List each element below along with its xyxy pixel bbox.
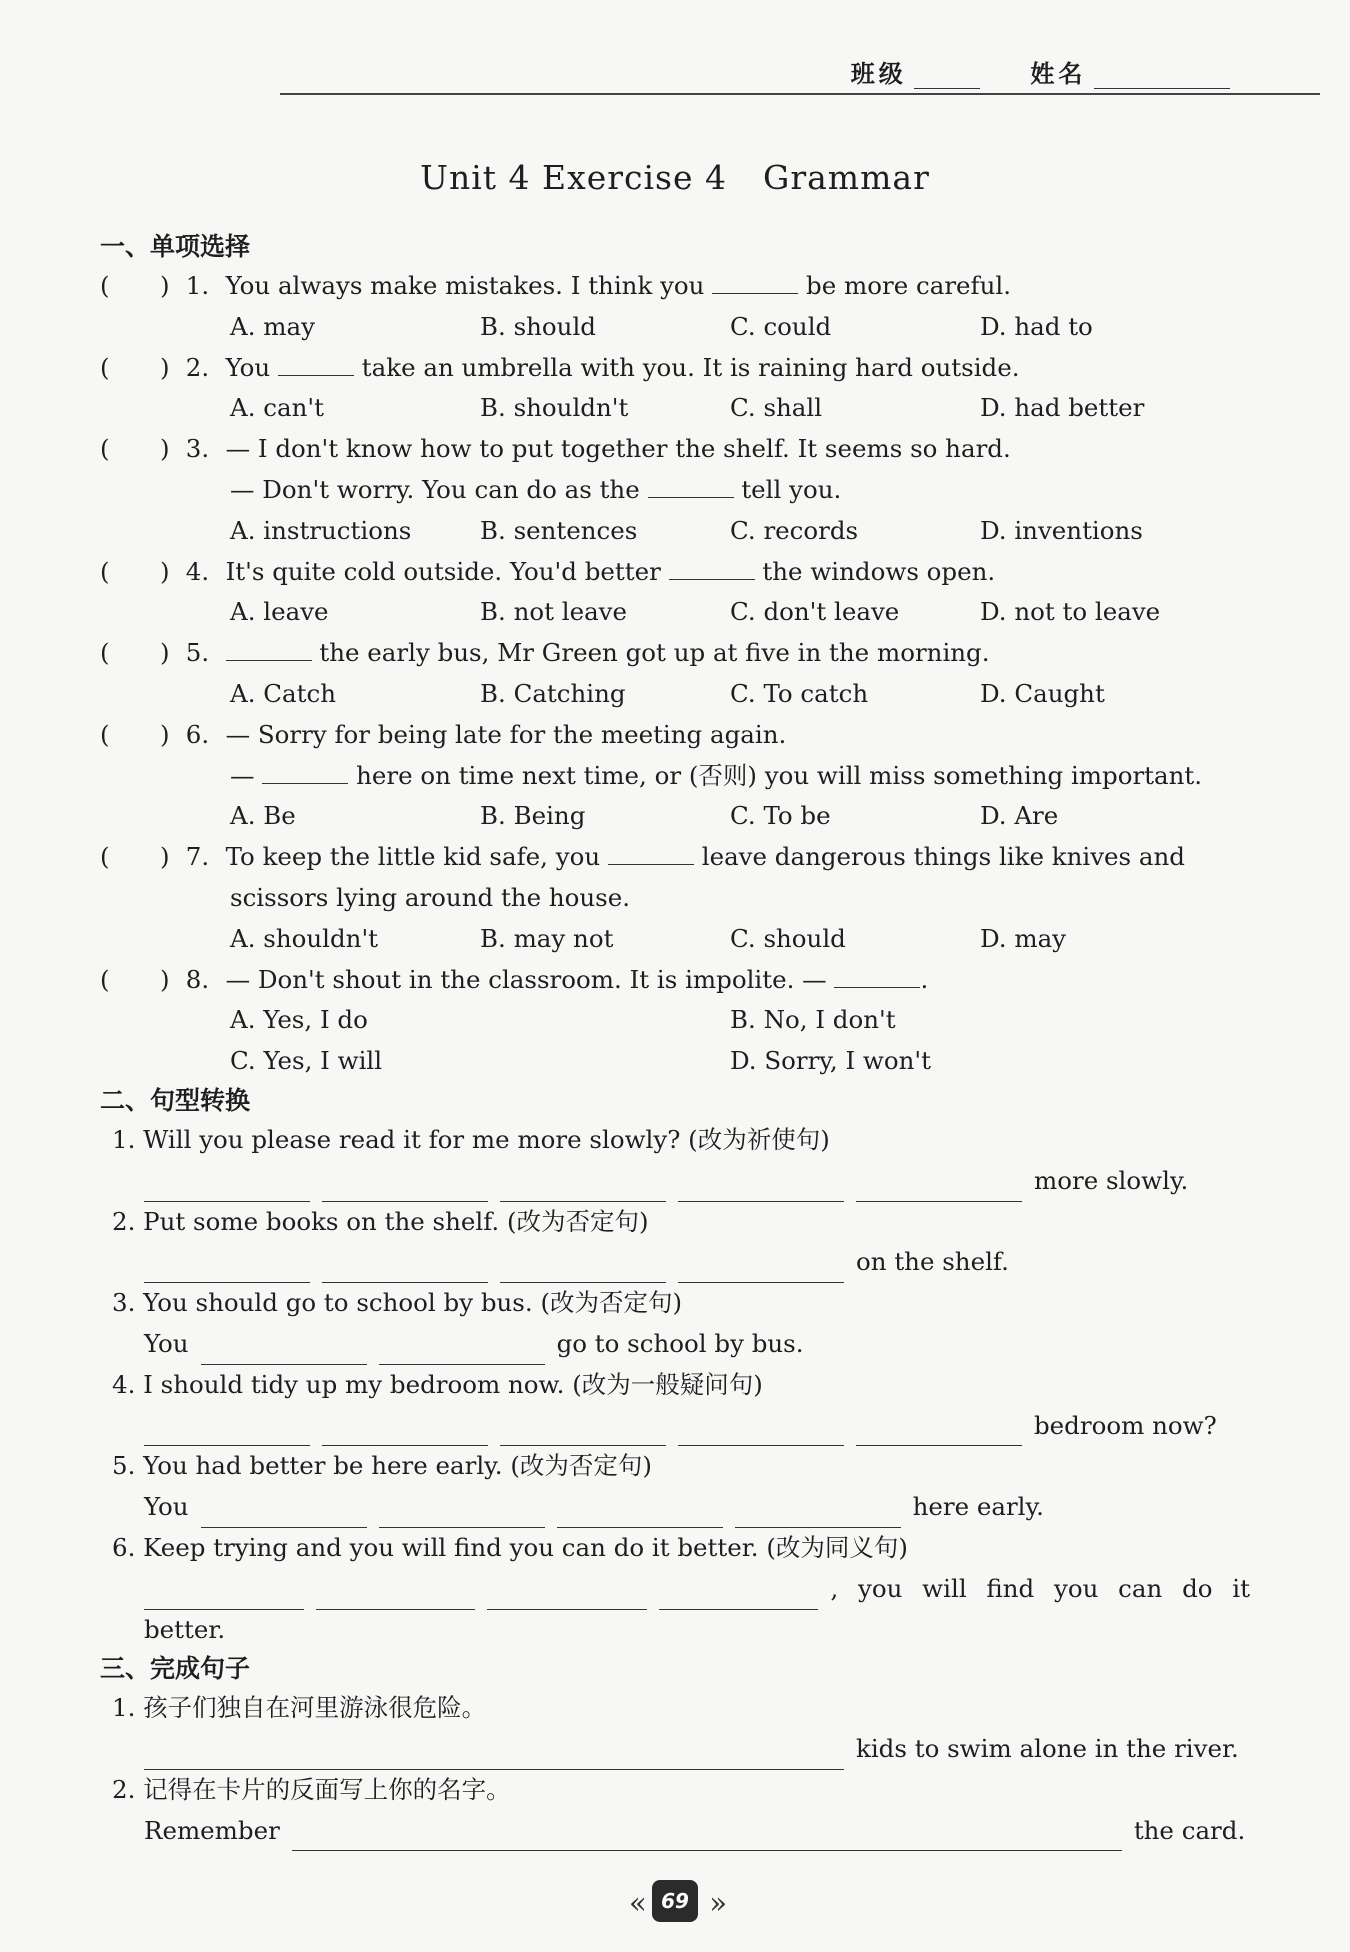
answer-blank[interactable] [834,965,920,988]
question-6: ( ) 6. — Sorry for being late for the meeting again. [100,715,1250,756]
option-d[interactable]: D. may [980,923,1067,953]
answer-blank[interactable] [659,1587,819,1610]
section-heading: 三、完成句子 [100,1654,251,1684]
answer-blank[interactable] [678,1260,844,1283]
option-b[interactable]: B. not leave [480,597,628,627]
option-d[interactable]: D. Sorry, I won't [730,1046,932,1076]
answer-blank[interactable] [379,1505,545,1528]
answer-paren[interactable]: ( ) [100,964,170,994]
transform-question-1: 1. Will you please read it for me more slowly? (改为祈使句) [112,1124,830,1154]
answer-blank[interactable] [500,1260,666,1283]
option-c[interactable]: C. could [730,311,832,341]
title-unit: Unit 4 Exercise 4 [420,158,727,197]
transform-question-4: 4. I should tidy up my bedroom now. (改为一般疑问句) [112,1369,763,1399]
answer-paren[interactable]: ( ) [100,638,170,668]
name-blank[interactable] [1094,60,1230,89]
options [100,1041,1250,1082]
name-label: 姓名 [1030,60,1087,88]
answer-blank[interactable] [201,1342,367,1365]
option-a[interactable]: A. Catch [230,678,336,708]
options [100,388,1250,429]
answer-blank[interactable] [226,638,312,661]
answer-blank[interactable] [669,557,755,580]
answer-line: , you will find you can do it [100,1569,1250,1610]
exercise-content [100,228,1250,1851]
answer-blank[interactable] [735,1505,901,1528]
option-b[interactable]: B. shouldn't [480,393,629,423]
answer-paren[interactable]: ( ) [100,719,170,749]
option-a[interactable]: A. may [230,311,315,341]
question-2: ( ) 2. You take an umbrella with you. It is raining hard outside. [100,348,1250,389]
question-6-line-2: — here on time next time, or (否则) you will miss something important. [230,760,1203,790]
answer-blank[interactable] [278,353,354,376]
answer-blank[interactable] [712,271,798,294]
option-d[interactable]: D. inventions [980,515,1143,545]
transform-question-5: 5. You had better be here early. (改为否定句) [112,1451,652,1481]
answer-blank[interactable] [144,1423,310,1446]
header [851,54,1230,89]
answer-blank[interactable] [487,1587,647,1610]
options [100,796,1250,837]
option-a[interactable]: A. instructions [230,515,412,545]
option-b[interactable]: B. No, I don't [730,1005,896,1035]
page-footer [0,1880,1350,1922]
option-d[interactable]: D. Are [980,801,1059,831]
answer-blank[interactable] [292,1828,1122,1851]
class-field [851,54,981,89]
answer-blank[interactable] [856,1179,1022,1202]
answer-blank[interactable] [144,1747,844,1770]
answer-paren[interactable]: ( ) [100,556,170,586]
answer-blank[interactable] [144,1179,310,1202]
option-b[interactable]: B. may not [480,923,614,953]
option-c[interactable]: C. Yes, I will [230,1046,383,1076]
answer-line: Remember the card. [100,1811,1250,1852]
answer-blank[interactable] [678,1423,844,1446]
transform-question-2: 2. Put some books on the shelf. (改为否定句) [112,1206,649,1236]
answer-blank[interactable] [201,1505,367,1528]
option-d[interactable]: D. had better [980,393,1145,423]
answer-blank[interactable] [322,1423,488,1446]
answer-paren[interactable]: ( ) [100,842,170,872]
answer-blank[interactable] [557,1505,723,1528]
option-c[interactable]: C. should [730,923,846,953]
question-8: ( ) 8. — Don't shout in the classroom. It is impolite. — . [100,960,1250,1001]
option-b[interactable]: B. sentences [480,515,638,545]
answer-blank[interactable] [322,1179,488,1202]
option-d[interactable]: D. Caught [980,678,1105,708]
option-c[interactable]: C. To catch [730,678,869,708]
answer-paren[interactable]: ( ) [100,271,170,300]
options [100,674,1250,715]
answer-line-wrap: better. [144,1614,226,1644]
class-blank[interactable] [914,60,980,89]
header-divider [280,93,1320,95]
class-label: 班级 [850,60,907,88]
option-a[interactable]: A. Yes, I do [230,1005,368,1035]
options [100,592,1250,633]
answer-blank[interactable] [500,1423,666,1446]
answer-blank[interactable] [322,1260,488,1283]
question-3: ( ) 3. — I don't know how to put together the shelf. It seems so hard. [100,429,1250,470]
answer-blank[interactable] [608,842,694,865]
answer-blank[interactable] [856,1423,1022,1446]
options [100,511,1250,552]
section-heading: 二、句型转换 [100,1085,251,1115]
options [100,307,1250,348]
option-c[interactable]: C. don't leave [730,597,900,627]
answer-blank[interactable] [316,1587,476,1610]
option-a[interactable]: A. shouldn't [230,923,379,953]
question-1: ( ) 1. You always make mistakes. I think you be more careful. [100,266,1250,307]
option-a[interactable]: A. leave [230,597,329,627]
page-title [0,158,1350,197]
answer-blank[interactable] [648,475,734,498]
section-heading: 一、单项选择 [100,232,251,261]
option-a[interactable]: A. Be [230,801,296,831]
option-b[interactable]: B. should [480,311,596,341]
title-topic: Grammar [763,158,930,197]
option-d[interactable]: D. had to [980,311,1093,341]
answer-line: You here early. [100,1487,1250,1528]
answer-line: kids to swim alone in the river. [100,1729,1250,1770]
question-5: ( ) 5. the early bus, Mr Green got up at five in the morning. [100,633,1250,674]
transform-question-6: 6. Keep trying and you will find you can do it better. (改为同义句) [112,1532,908,1562]
chevron-right-icon: ›› [709,1886,722,1921]
question-4: ( ) 4. It's quite cold outside. You'd better the windows open. [100,552,1250,593]
option-d[interactable]: D. not to leave [980,597,1161,627]
option-b[interactable]: B. Catching [480,678,626,708]
name-field [1030,54,1230,89]
answer-blank[interactable] [678,1179,844,1202]
answer-blank[interactable] [144,1587,304,1610]
option-c[interactable]: C. records [730,515,859,545]
option-c[interactable]: C. To be [730,801,831,831]
page-number: 69 [652,1880,698,1922]
translate-question-2: 2. 记得在卡片的反面写上你的名字。 [112,1774,511,1804]
answer-line: more slowly. [100,1161,1250,1202]
options [100,1000,1250,1041]
answer-paren[interactable]: ( ) [100,352,170,382]
question-3-line-2: — Don't worry. You can do as the tell you. [230,474,842,504]
answer-line: bedroom now? [100,1406,1250,1447]
chevron-left-icon: ‹‹ [628,1886,641,1921]
option-b[interactable]: B. Being [480,801,586,831]
transform-question-3: 3. You should go to school by bus. (改为否定句) [112,1288,683,1318]
answer-blank[interactable] [500,1179,666,1202]
options [100,919,1250,960]
answer-blank[interactable] [144,1260,310,1283]
answer-paren[interactable]: ( ) [100,434,170,464]
answer-line: on the shelf. [100,1242,1250,1283]
option-c[interactable]: C. shall [730,393,823,423]
option-a[interactable]: A. can't [230,393,324,423]
translate-question-1: 1. 孩子们独自在河里游泳很危险。 [112,1693,487,1723]
question-7-line-2: scissors lying around the house. [230,882,631,912]
question-7: ( ) 7. To keep the little kid safe, you leave dangerous things like knives and [100,837,1250,878]
answer-line: You go to school by bus. [100,1324,1250,1365]
answer-blank[interactable] [379,1342,545,1365]
answer-blank[interactable] [262,761,348,784]
